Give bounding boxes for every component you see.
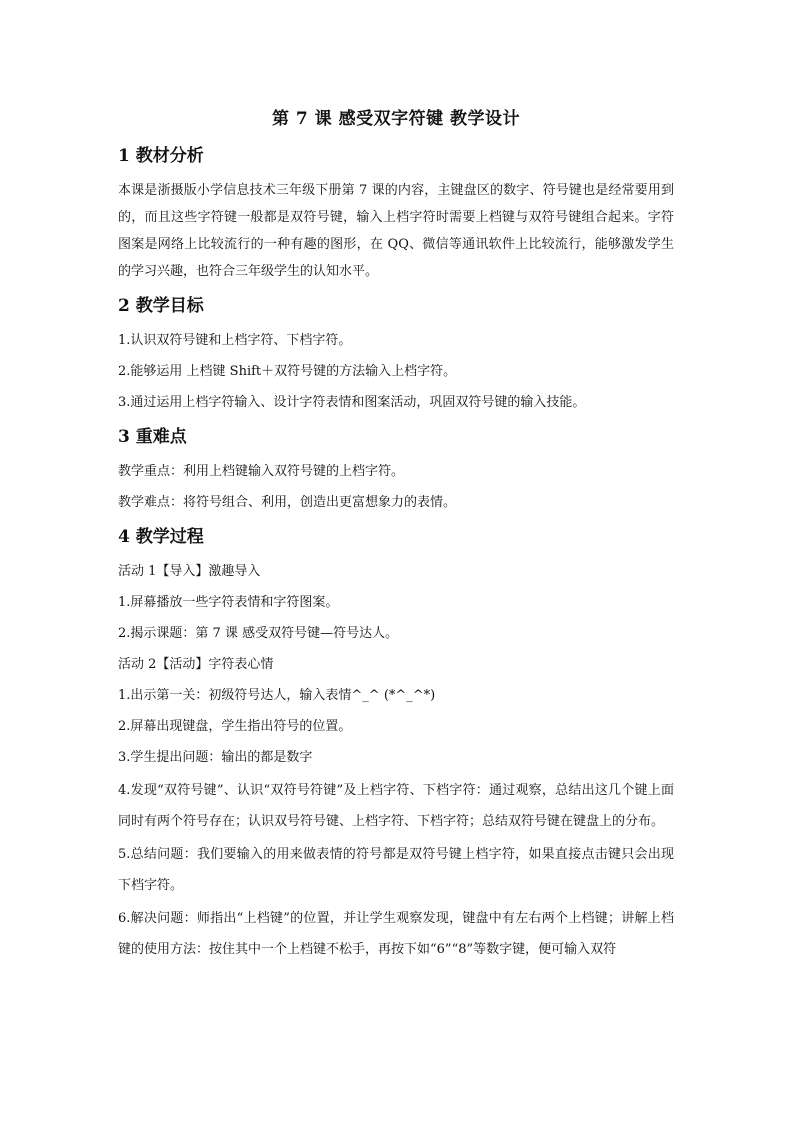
process-item: 1.出示第一关：初级符号达人，输入表情^_^ (*^_^*) [118,688,436,703]
activity-title: 活动 1【导入】激趣导入 [118,564,261,579]
process-paragraph: 4.发现“双符号键”、认识“双符号符键”及上档字符、下档字符：通过观察，总结出这几个键上面同时有两个符号存在；认识双号符号键、上档字符、下档字符；总结双符号键在键盘上的分布。 [118,783,674,829]
section-heading: 1 教材分析 [118,146,204,166]
process-paragraph: 5.总结问题：我们要输入的用来做表情的符号都是双符号键上档字符，如果直接点击键只会出现下档字符。 [118,847,674,893]
section-key-difficult-points [118,424,674,516]
document-title: 第 7 课 感受双字符键 教学设计 [271,109,520,129]
goal-item: 2.能够运用 上档键 Shift＋双符号键的方法输入上档字符。 [118,364,457,379]
goal-item: 3.通过运用上档字符输入、设计字符表情和图案活动，巩固双符号键的输入技能。 [118,395,586,410]
section-heading: 2 教学目标 [118,296,204,316]
process-item: 3.学生提出问题：输出的都是数字 [118,750,313,765]
process-paragraph: 6.解决问题：师指出“上档键”的位置，并让学生观察发现，键盘中有左右两个上档键；讲解上档键的使用方法：按住其中一个上档键不松手，再按下如“6”“8”等数字键，便可输入双符 [118,911,674,957]
section-textbook-analysis [118,143,674,285]
process-item: 1.屏幕播放一些字符表情和字符图案。 [118,595,339,610]
section-paragraph: 本课是浙摄版小学信息技术三年级下册第 7 课的内容，主键盘区的数字、符号键也是经常要用到的，而且这些字符键一般都是双符号键，输入上档字符时需要上档键与双符号键组合起来。字符图案是网络上比较流行的一种有趣的图形，在 QQ、微信等通讯软件上比较流行，能够激发学生的学习兴趣，也符合三年级学生的认知水平。 [118,183,674,279]
section-heading: 3 重难点 [118,427,187,447]
process-item: 2.屏幕出现键盘，学生指出符号的位置。 [118,719,352,734]
key-point-item: 教学重点：利用上档键输入双符号键的上档字符。 [118,464,405,479]
section-teaching-process [118,524,674,965]
activity-title: 活动 2【活动】字符表心情 [118,657,274,672]
goal-item: 1.认识双符号键和上档字符、下档字符。 [118,333,352,348]
difficult-point-item: 教学难点：将符号组合、利用，创造出更富想象力的表情。 [118,495,457,510]
section-teaching-goals [118,293,674,416]
section-heading: 4 教学过程 [118,527,204,547]
process-item: 2.揭示课题：第 7 课 感受双符号键—符号达人。 [118,626,399,641]
